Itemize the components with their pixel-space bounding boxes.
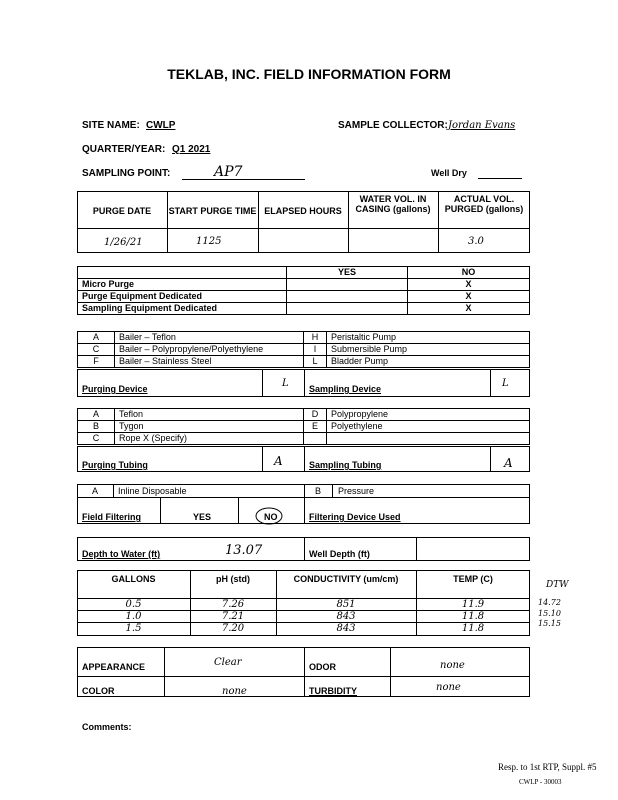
device-code: F — [78, 356, 115, 368]
device-name: Peristaltic Pump — [327, 332, 530, 344]
equipment-row-no: X — [408, 303, 530, 315]
site-name-value: CWLP — [146, 120, 176, 131]
field-filtering-label: Field Filtering — [82, 512, 142, 522]
reading-conductivity: 843 — [336, 611, 356, 622]
sampling-point-label: SAMPLING POINT: — [82, 168, 171, 179]
purge-date-value: 1/26/21 — [104, 237, 143, 248]
actual-vol-header: ACTUAL VOL. PURGED (gallons) — [444, 194, 524, 214]
sampling-point-value: AP7 — [214, 164, 243, 180]
tubing-code: A — [78, 409, 115, 421]
tubing-name: Tygon — [115, 421, 304, 433]
footer-reference: Resp. to 1st RTP, Suppl. #5 — [498, 762, 597, 772]
circled-no-mark — [254, 504, 284, 526]
elapsed-hours-header: ELAPSED HOURS — [264, 206, 342, 216]
equipment-yes-header: YES — [287, 267, 408, 279]
tubing-options-table — [77, 408, 530, 445]
sample-collector-label: SAMPLE COLLECTOR: — [338, 120, 448, 131]
reading-gallons: 1.5 — [125, 623, 142, 634]
device-code: L — [304, 356, 327, 368]
appearance-label: APPEARANCE — [82, 662, 146, 672]
sample-collector-value: Jordan Evans — [448, 120, 516, 131]
sampling-tubing-label: Sampling Tubing — [309, 460, 382, 470]
filtering-no-option: NO — [264, 512, 278, 522]
quarter-label: QUARTER/YEAR: — [82, 144, 166, 155]
filtering-code-a: A — [91, 486, 98, 496]
reading-temp: 11.8 — [461, 611, 485, 622]
start-purge-header: START PURGE TIME — [168, 206, 257, 216]
quarter-value: Q1 2021 — [172, 144, 211, 155]
form-title: TEKLAB, INC. FIELD INFORMATION FORM — [167, 66, 451, 82]
equipment-row-label: Purge Equipment Dedicated — [78, 291, 287, 303]
color-label: COLOR — [82, 686, 115, 696]
device-code: C — [78, 344, 115, 356]
equipment-row-label: Sampling Equipment Dedicated — [78, 303, 287, 315]
odor-value: none — [440, 660, 465, 671]
comments-label: Comments: — [82, 722, 132, 732]
equipment-row-no: X — [408, 291, 530, 303]
turbidity-value: none — [436, 682, 461, 693]
tubing-name: Rope X (Specify) — [115, 433, 304, 445]
side-note-title: DTW — [546, 580, 569, 590]
depth-to-water-label: Depth to Water (ft) — [82, 549, 161, 559]
device-name: Bailer – Stainless Steel — [115, 356, 304, 368]
depth-to-water-value: 13.07 — [225, 543, 263, 558]
filtering-name-b: Pressure — [338, 486, 375, 496]
equipment-row-yes — [287, 279, 408, 291]
side-note: 15.15 — [538, 619, 561, 628]
device-name: Bailer – Teflon — [115, 332, 304, 344]
purging-tubing-label: Purging Tubing — [82, 460, 148, 470]
sampling-device-label: Sampling Device — [309, 384, 382, 394]
device-options-table — [77, 331, 530, 368]
sampling-device-value: L — [502, 378, 509, 389]
reading-gallons: 1.0 — [125, 611, 142, 622]
appearance-value: Clear — [214, 657, 242, 668]
device-code: I — [304, 344, 327, 356]
equipment-row-yes — [287, 291, 408, 303]
tubing-code: C — [78, 433, 115, 445]
equipment-row-no: X — [408, 279, 530, 291]
site-name-label: SITE NAME: — [82, 120, 140, 131]
tubing-name — [327, 433, 530, 445]
filtering-code-b: B — [314, 486, 321, 496]
conductivity-header: CONDUCTIVITY (um/cm) — [293, 574, 399, 584]
tubing-name: Teflon — [115, 409, 304, 421]
gallons-header: GALLONS — [111, 574, 156, 584]
equipment-row-yes — [287, 303, 408, 315]
purging-device-value: L — [282, 378, 289, 389]
tubing-name: Polyethylene — [327, 421, 530, 433]
reading-ph: 7.21 — [221, 611, 245, 622]
sampling-tubing-value: A — [504, 456, 513, 470]
filtering-device-label: Filtering Device Used — [309, 512, 401, 522]
device-name: Bailer – Polypropylene/Polyethylene — [115, 344, 304, 356]
filtering-name-a: Inline Disposable — [118, 486, 187, 496]
reading-gallons: 0.5 — [125, 599, 142, 610]
reading-ph: 7.26 — [221, 599, 245, 610]
footer-page-id: CWLP - 30003 — [519, 778, 562, 786]
ph-header: pH (std) — [216, 574, 250, 584]
temp-header: TEMP (C) — [453, 574, 493, 584]
well-dry-label: Well Dry — [431, 168, 467, 178]
equipment-no-header: NO — [408, 267, 530, 279]
device-code: A — [78, 332, 115, 344]
device-name: Bladder Pump — [327, 356, 530, 368]
odor-label: ODOR — [309, 662, 336, 672]
purging-device-label: Purging Device — [82, 384, 148, 394]
reading-ph: 7.20 — [221, 623, 245, 634]
purging-tubing-value: A — [274, 454, 283, 468]
reading-temp: 11.8 — [461, 623, 485, 634]
device-code: H — [304, 332, 327, 344]
color-value: none — [222, 686, 247, 697]
start-purge-value: 1125 — [196, 236, 222, 247]
purge-date-header: PURGE DATE — [92, 206, 152, 216]
equipment-row-label: Micro Purge — [78, 279, 287, 291]
side-note: 15.10 — [538, 609, 561, 618]
reading-conductivity: 843 — [336, 623, 356, 634]
turbidity-label: TURBIDITY — [309, 686, 357, 696]
device-name: Submersible Pump — [327, 344, 530, 356]
tubing-code: E — [304, 421, 327, 433]
tubing-code — [304, 433, 327, 445]
tubing-code: D — [304, 409, 327, 421]
actual-vol-value: 3.0 — [468, 236, 484, 247]
filtering-yes-option: YES — [193, 512, 212, 522]
reading-conductivity: 851 — [336, 599, 356, 610]
tubing-name: Polypropylene — [327, 409, 530, 421]
side-note: 14.72 — [538, 598, 561, 607]
water-vol-header: WATER VOL. IN CASING (gallons) — [355, 194, 431, 214]
well-depth-label: Well Depth (ft) — [309, 549, 370, 559]
tubing-code: B — [78, 421, 115, 433]
equipment-table — [77, 266, 530, 315]
reading-temp: 11.9 — [461, 599, 485, 610]
